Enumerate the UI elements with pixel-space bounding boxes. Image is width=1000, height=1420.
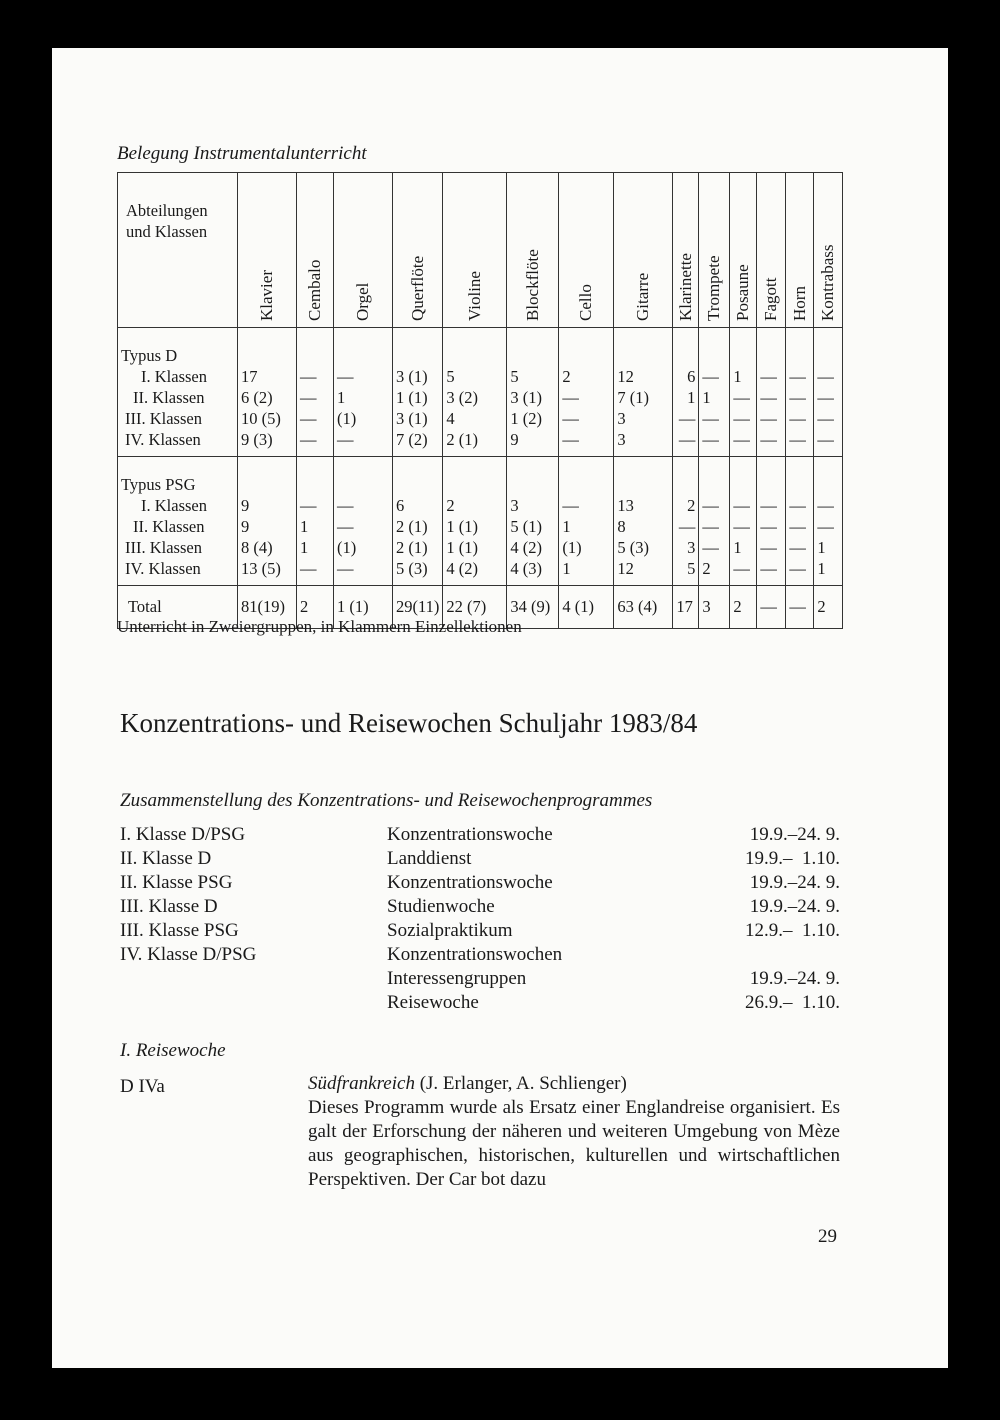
cell-value: 12 [617,559,634,578]
table-cell [814,328,843,457]
cell-value: — [733,559,750,578]
cell-value: — [817,517,834,536]
cell-value: — [760,496,777,515]
cell-value: 6 [396,496,405,515]
column-header [238,173,297,328]
table-cell [614,457,673,586]
table-cell [699,328,730,457]
cell-value: — [760,517,777,536]
cell-value: 6 [687,367,696,386]
column-header [507,173,559,328]
cell-value: — [337,559,354,578]
cell-value: — [789,430,806,449]
cell-value: 5 (1) [510,517,543,536]
spacer [617,345,669,366]
program-date: 12.9.– 1.10. [745,920,840,941]
cell-value: 1 (2) [510,409,543,428]
total-value: 1 (1) [334,586,393,629]
table-caption: Belegung Instrumentalunterricht [117,143,367,164]
corner-label-line: und Klassen [126,222,208,241]
table-cell [786,328,814,457]
cell-value: 9 [241,517,250,536]
program-class: II. Klasse D [120,848,212,869]
cell-value: 8 (4) [241,538,273,557]
cell-value: 17 [241,367,258,386]
column-header-label: Querflöte [407,255,427,321]
spacer [676,474,695,495]
cell-value: 1 [300,538,309,557]
cell-value: — [760,430,777,449]
total-value: 2 [297,586,334,629]
cell-value: 1 [733,538,742,557]
group-labels [118,328,238,457]
column-header-label: Horn [789,286,809,321]
program-class: I. Klasse D/PSG [120,824,246,845]
row-label: II. Klassen [133,517,205,536]
cell-value: — [789,388,806,407]
row-label: I. Klassen [141,367,207,386]
row-label: IV. Klassen [125,559,201,578]
column-header [699,173,730,328]
column-header-label: Cembalo [305,259,324,321]
cell-value: (1) [562,538,582,557]
cell-value: 10 (5) [241,409,281,428]
total-value: — [757,586,786,629]
column-header-label: Violine [464,271,484,321]
cell-value: 3 (1) [396,367,428,386]
cell-value: 3 [687,538,696,557]
cell-value: (1) [337,409,357,428]
program-caption: Zusammenstellung des Konzentrations- und Reisewochenprogrammes [120,790,653,811]
spacer [789,474,810,495]
cell-value: 1 [562,517,571,536]
cell-value: 1 [817,538,826,557]
table-cell [559,457,614,586]
cell-value: 4 [446,409,455,428]
spacer [510,474,555,495]
cell-value: — [337,517,354,536]
column-header [393,173,443,328]
total-value: 4 (1) [559,586,614,629]
program-row [120,847,840,871]
column-header [730,173,757,328]
program-type: Konzentrationswoche [387,872,553,893]
cell-value: 3 (1) [396,409,428,428]
cell-value: — [337,367,354,386]
group-title: Typus D [121,346,178,365]
table-cell [559,328,614,457]
cell-value: — [562,430,579,449]
total-value: 2 [730,586,757,629]
reise-leaders: (J. Erlanger, A. Schlienger) [414,1073,627,1094]
spacer [702,345,726,366]
cell-value: 2 (1) [446,430,479,449]
spacer [562,345,610,366]
cell-value: 9 (3) [241,430,273,449]
total-label: Total [118,586,238,629]
spacer [676,345,695,366]
table-cell [673,457,699,586]
program-row [120,823,840,847]
table-cell [507,328,559,457]
table-cell [393,328,443,457]
cell-value: 12 [617,367,634,386]
program-row [120,919,840,943]
program-date: 26.9.– 1.10. [745,992,840,1013]
cell-value: 4 (2) [510,538,543,557]
spacer [733,345,753,366]
cell-value: — [702,538,719,557]
spacer [562,474,610,495]
spacer [733,474,753,495]
cell-value: — [760,559,777,578]
cell-value: — [760,409,777,428]
program-type: Interessengruppen [387,968,527,989]
program-date: 19.9.–24. 9. [749,968,840,989]
spacer [396,474,439,495]
page-number: 29 [818,1226,837,1247]
column-header-label: Gitarre [633,272,653,321]
cell-value: 3 (2) [446,388,479,407]
total-value: 63 (4) [614,586,673,629]
cell-value: 13 [617,496,634,515]
column-header [614,173,673,328]
table-group [118,328,843,457]
table-cell [730,328,757,457]
cell-value: — [337,430,354,449]
total-value: 34 (9) [507,586,559,629]
cell-value: — [760,538,777,557]
table-cell [393,457,443,586]
program-row [120,871,840,895]
program-class: III. Klasse D [120,896,218,917]
cell-value: 2 [446,496,455,515]
row-label: IV. Klassen [125,430,201,449]
cell-value: — [702,367,719,386]
spacer [510,345,555,366]
spacer [241,474,293,495]
table-cell [443,457,507,586]
cell-value: 9 [241,496,250,515]
cell-value: 5 (3) [396,559,428,578]
table-cell [786,457,814,586]
cell-value: 7 (2) [396,430,428,449]
column-header [443,173,507,328]
instrument-table [117,172,843,629]
cell-value: 1 [300,517,309,536]
program-list [120,823,840,1015]
spacer [337,474,389,495]
spacer [446,474,503,495]
table-header-row [118,173,843,328]
program-row [120,967,840,991]
program-date: 19.9.– 1.10. [745,848,840,869]
cell-value: — [300,409,317,428]
column-header [334,173,393,328]
column-header [814,173,843,328]
table-cell [238,457,297,586]
cell-value: — [702,496,719,515]
group-labels [118,457,238,586]
cell-value: — [337,496,354,515]
total-value: — [786,586,814,629]
cell-value: 5 [446,367,455,386]
cell-value: — [817,409,834,428]
cell-value: — [733,430,750,449]
group-title: Typus PSG [121,475,196,494]
column-header [673,173,699,328]
cell-value: — [562,409,579,428]
cell-value: 4 (3) [510,559,543,578]
column-header-label: Trompete [704,255,724,321]
cell-value: 3 [510,496,519,515]
table-cell [443,328,507,457]
cell-value: — [678,430,696,449]
total-value: 22 (7) [443,586,507,629]
reise-text: Dieses Programm wurde als Ersatz einer Englandreise organisiert. Es galt der Erforschung der näheren und weiteren Umgebung von Mèze aus geographischen, historischen, kulturellen und wirtschaftlichen Perspektiven. Der Car bot dazu [308,1097,840,1190]
cell-value: 4 (2) [446,559,479,578]
row-label: III. Klassen [125,409,202,428]
cell-value: 1 [702,388,711,407]
column-header-label: Blockflöte [522,249,542,321]
table-note: Unterricht in Zweiergruppen, in Klammern Einzellektionen [117,617,522,636]
section-title: Konzentrations- und Reisewochen Schuljahr 1983/84 [120,708,698,738]
spacer [617,474,669,495]
column-header-label: Klavier [257,270,276,321]
cell-value: 1 [817,559,826,578]
spacer [702,474,726,495]
cell-value: 3 [617,430,626,449]
cell-value: 5 (3) [617,538,650,557]
cell-value: 3 [617,409,626,428]
table-cell [814,457,843,586]
cell-value: — [300,367,317,386]
cell-value: 5 [510,367,519,386]
cell-value: — [733,496,750,515]
cell-value: — [789,367,806,386]
reise-title-line [308,1072,627,1096]
cell-value: 9 [510,430,519,449]
total-value: 29(11) [393,586,443,629]
cell-value: — [733,517,750,536]
cell-value: — [733,409,750,428]
cell-value: — [300,559,317,578]
cell-value: — [817,430,834,449]
cell-value: 7 (1) [617,388,650,407]
cell-value: — [789,409,806,428]
cell-value: 1 [337,388,346,407]
column-header-label: Kontrabass [818,244,838,321]
cell-value: — [789,517,806,536]
program-type: Reisewoche [387,992,479,1013]
spacer [817,474,839,495]
cell-value: 2 (1) [396,538,428,557]
cell-value: 3 (1) [510,388,543,407]
program-date: 19.9.–24. 9. [749,824,840,845]
table-cell [757,457,786,586]
table-cell [334,328,393,457]
total-value: 81(19) [238,586,297,629]
reise-class: D IVa [120,1076,165,1097]
program-row [120,895,840,919]
total-value: 2 [814,586,843,629]
column-header-label: Klarinette [675,253,695,321]
table-cell [673,328,699,457]
total-value: 17 [673,586,699,629]
spacer [760,345,782,366]
cell-value: — [760,367,777,386]
table-cell [238,328,297,457]
spacer [300,474,330,495]
table-cell [507,457,559,586]
cell-value: 1 [562,559,571,578]
column-header-label: Posaune [733,264,753,321]
cell-value: — [789,559,806,578]
column-header [559,173,614,328]
cell-value: 2 [702,559,711,578]
cell-value: — [300,388,317,407]
program-type: Studienwoche [387,896,495,917]
program-class: III. Klasse PSG [120,920,239,941]
column-header-label: Cello [576,284,596,321]
cell-value: — [702,430,719,449]
cell-value: 1 [687,388,696,407]
cell-value: 2 [687,496,696,515]
table-cell [614,328,673,457]
cell-value: — [300,496,317,515]
table-cell [334,457,393,586]
cell-value: — [817,388,834,407]
table-cell [699,457,730,586]
cell-value: 1 (1) [446,538,479,557]
cell-value: 1 [733,367,742,386]
cell-value: — [678,409,696,428]
table-group [118,457,843,586]
column-header [757,173,786,328]
spacer [760,474,782,495]
reise-title: Südfrankreich [308,1073,415,1094]
spacer [446,345,503,366]
program-type: Sozialpraktikum [387,920,513,941]
cell-value: — [733,388,750,407]
row-label: II. Klassen [133,388,205,407]
program-date: 19.9.–24. 9. [749,872,840,893]
program-type: Konzentrationswochen [387,944,563,965]
cell-value: 6 (2) [241,388,273,407]
table-cell [297,457,334,586]
cell-value: 2 (1) [396,517,428,536]
column-header [786,173,814,328]
program-type: Konzentrationswoche [387,824,553,845]
spacer [300,345,330,366]
column-header-label: Fagott [761,277,781,321]
table-cell [757,328,786,457]
total-value: 3 [699,586,730,629]
program-type: Landdienst [387,848,472,869]
cell-value: (1) [337,538,357,557]
cell-value: — [817,496,834,515]
cell-value: — [678,517,696,536]
corner-label-line: Abteilungen [126,201,208,220]
program-row [120,943,840,967]
cell-value: — [760,388,777,407]
table-cell [730,457,757,586]
column-header [297,173,334,328]
row-label: III. Klassen [125,538,202,557]
program-date: 19.9.–24. 9. [749,896,840,917]
cell-value: — [789,496,806,515]
spacer [789,345,810,366]
program-row [120,991,840,1015]
spacer [241,345,293,366]
program-class: II. Klasse PSG [120,872,233,893]
spacer [337,345,389,366]
table-cell [297,328,334,457]
spacer [817,345,839,366]
row-label: I. Klassen [141,496,207,515]
cell-value: 5 [687,559,696,578]
cell-value: 8 [617,517,626,536]
cell-value: 1 (1) [446,517,479,536]
cell-value: — [817,367,834,386]
program-class: IV. Klasse D/PSG [120,944,257,965]
cell-value: — [562,388,579,407]
cell-value: — [300,430,317,449]
cell-value: — [702,517,719,536]
cell-value: — [702,409,719,428]
spacer [396,345,439,366]
cell-value: — [789,538,806,557]
cell-value: 13 (5) [241,559,281,578]
cell-value: 1 (1) [396,388,428,407]
reise-heading: I. Reisewoche [120,1040,226,1061]
column-header-label: Orgel [353,282,372,321]
corner-label [118,173,238,328]
cell-value: — [562,496,579,515]
cell-value: 2 [562,367,571,386]
